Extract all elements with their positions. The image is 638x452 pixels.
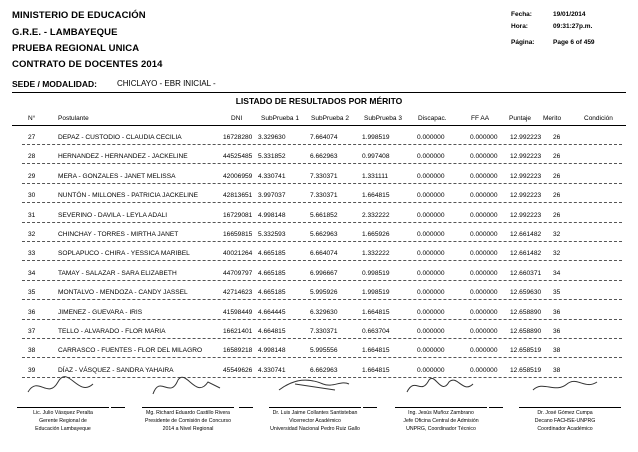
cell-num: 38 xyxy=(28,347,36,355)
cell-sub2: 7.330371 xyxy=(310,328,338,335)
signature-caption xyxy=(253,409,377,433)
cell-sub2: 5.662963 xyxy=(310,231,338,238)
cell-num: 39 xyxy=(28,366,36,374)
cell-sub1: 5.332593 xyxy=(258,231,286,238)
cell-dni: 16621401 xyxy=(223,328,253,335)
col-postulante: Postulante xyxy=(58,115,89,122)
cell-dni: 42714623 xyxy=(223,289,253,297)
cell-puntaje: 12.658890 xyxy=(510,308,542,316)
cell-dni: 16589218 xyxy=(223,347,253,355)
handwritten-signature xyxy=(275,370,355,402)
pagina-label: Página: xyxy=(511,39,535,46)
cell-ffaa: 0.000000 xyxy=(470,250,498,258)
cell-postulante: MERA - GONZALES - JANET MELISSA xyxy=(58,172,176,180)
table-row xyxy=(0,192,638,206)
cell-merito: 26 xyxy=(553,211,561,219)
col-discapac: Discapac. xyxy=(418,115,447,122)
cell-puntaje: 12.992223 xyxy=(510,172,542,180)
pagina-value: Page 6 of 459 xyxy=(553,39,595,46)
row-divider xyxy=(22,144,622,145)
cell-ffaa: 0.000000 xyxy=(470,153,498,161)
cell-ffaa: 0.000000 xyxy=(470,366,498,374)
cell-discapac: 0.000000 xyxy=(417,366,445,374)
table-row xyxy=(0,134,638,148)
list-title: LISTADO DE RESULTADOS POR MÉRITO xyxy=(235,96,403,106)
signature-l1: Mg. Richard Eduardo Castillo Rivera xyxy=(146,410,230,416)
row-divider xyxy=(22,299,622,300)
signature-l1: Lic. Julio Vásquez Peralta xyxy=(33,410,93,416)
cell-sub2: 6.329630 xyxy=(310,308,338,316)
signature-line xyxy=(142,407,234,408)
row-divider xyxy=(22,202,622,203)
cell-ffaa: 0.000000 xyxy=(470,231,498,238)
cell-sub1: 5.331852 xyxy=(258,153,286,161)
cell-sub2: 6.662963 xyxy=(310,153,338,161)
table-row xyxy=(0,173,638,187)
cell-puntaje: 12.659630 xyxy=(510,289,542,297)
cell-dni: 41598449 xyxy=(223,308,253,316)
cell-postulante: SEVERINO - DAVILA - LEYLA ADALI xyxy=(58,211,168,219)
divider-header xyxy=(12,125,626,126)
cell-discapac: 0.000000 xyxy=(417,172,445,180)
cell-postulante: DÍAZ - VÁSQUEZ - SANDRA YAHAIRA xyxy=(58,366,174,374)
cell-puntaje: 12.658890 xyxy=(510,328,542,335)
cell-sub3: 1.664815 xyxy=(362,347,390,355)
cell-dni: 40021264 xyxy=(223,250,253,258)
cell-sub1: 4.998148 xyxy=(258,211,286,219)
cell-sub3: 1.332222 xyxy=(362,250,390,258)
signature-l1: Ing. Jesús Muñoz Zambrano xyxy=(408,410,474,416)
col-condicion: Condición xyxy=(584,115,613,122)
cell-discapac: 0.000000 xyxy=(417,308,445,316)
handwritten-signature xyxy=(401,370,481,402)
cell-postulante: HERNANDEZ - HERNANDEZ - JACKELINE xyxy=(58,153,188,161)
cell-discapac: 0.000000 xyxy=(417,231,445,238)
col-merito: Merito xyxy=(543,115,562,122)
row-divider xyxy=(22,280,622,281)
cell-discapac: 0.000000 xyxy=(417,134,445,141)
cell-puntaje: 12.658519 xyxy=(510,347,542,355)
cell-postulante: MONTALVO - MENDOZA - CANDY JASSEL xyxy=(58,289,188,297)
row-divider xyxy=(22,163,622,164)
cell-discapac: 0.000000 xyxy=(417,328,445,335)
table-row xyxy=(0,309,638,323)
signature-caption xyxy=(126,409,250,433)
cell-sub3: 1.664815 xyxy=(362,192,390,200)
cell-discapac: 0.000000 xyxy=(417,211,445,219)
signature-l1: Dr. Luis Jaime Collantes Santisteban xyxy=(272,410,358,416)
cell-sub3: 0.663704 xyxy=(362,328,390,335)
cell-discapac: 0.000000 xyxy=(417,153,445,161)
cell-merito: 38 xyxy=(553,347,561,355)
cell-sub2: 6.662963 xyxy=(310,366,338,374)
cell-sub3: 0.998519 xyxy=(362,269,390,277)
table-row xyxy=(0,328,638,342)
signature-caption xyxy=(1,409,125,433)
cell-sub3: 2.332222 xyxy=(362,211,390,219)
cell-num: 33 xyxy=(28,250,36,258)
header-contrato: CONTRATO DE DOCENTES 2014 xyxy=(12,59,163,70)
cell-postulante: SOPLAPUCO - CHIRA - YESSICA MARIBEL xyxy=(58,250,190,258)
cell-ffaa: 0.000000 xyxy=(470,269,498,277)
signature-l3: Universidad Nacional Pedro Ruiz Gallo xyxy=(270,426,360,432)
cell-dni: 16728280 xyxy=(223,134,253,141)
signature-l2: Jefe Oficina Central de Admisión xyxy=(403,418,479,424)
row-divider xyxy=(22,338,622,339)
cell-sub2: 5.995556 xyxy=(310,347,338,355)
cell-puntaje: 12.992223 xyxy=(510,211,542,219)
cell-ffaa: 0.000000 xyxy=(470,134,498,141)
cell-sub1: 4.998148 xyxy=(258,347,286,355)
cell-num: 30 xyxy=(28,192,36,200)
signature-line-separator xyxy=(239,407,253,408)
cell-puntaje: 12.660371 xyxy=(510,269,542,277)
cell-merito: 36 xyxy=(553,328,561,335)
cell-dni: 42813651 xyxy=(223,192,253,200)
cell-sub2: 5.995926 xyxy=(310,289,338,297)
cell-discapac: 0.000000 xyxy=(417,347,445,355)
cell-puntaje: 12.992223 xyxy=(510,134,542,141)
header-prueba: PRUEBA REGIONAL UNICA xyxy=(12,43,140,54)
cell-sub3: 1.664815 xyxy=(362,366,390,374)
cell-num: 27 xyxy=(28,134,36,141)
col-dni: DNI xyxy=(231,115,243,122)
cell-sub2: 6.996667 xyxy=(310,269,338,277)
cell-ffaa: 0.000000 xyxy=(470,289,498,297)
cell-num: 31 xyxy=(28,211,36,219)
signature-line-separator xyxy=(607,407,621,408)
cell-num: 34 xyxy=(28,269,36,277)
cell-postulante: CHINCHAY - TORRES - MIRTHA JANET xyxy=(58,231,179,238)
cell-merito: 35 xyxy=(553,289,561,297)
cell-merito: 38 xyxy=(553,366,561,374)
signature-line-separator xyxy=(489,407,503,408)
cell-merito: 36 xyxy=(553,308,561,316)
signature-l3: Coordinador Académico xyxy=(537,426,593,432)
handwritten-signature xyxy=(525,370,605,402)
cell-postulante: CARRASCO - FUENTES - FLOR DEL MILAGRO xyxy=(58,347,203,355)
cell-merito: 26 xyxy=(553,192,561,200)
cell-postulante: TAMAY - SALAZAR - SARA ELIZABETH xyxy=(58,269,177,277)
signature-l1: Dr. José Gómez Cumpa xyxy=(537,410,593,416)
signature-l2: Vicerrector Académico xyxy=(289,418,341,424)
hora-value: 09:31:27p.m. xyxy=(553,23,593,30)
cell-sub3: 1.998519 xyxy=(362,134,390,141)
cell-num: 29 xyxy=(28,172,36,180)
signature-l2: Presidente de Comisión de Concurso xyxy=(145,418,231,424)
col-sub2: SubPrueba 2 xyxy=(311,115,349,122)
cell-postulante: TELLO - ALVARADO - FLOR MARIA xyxy=(58,328,166,335)
cell-puntaje: 12.992223 xyxy=(510,153,542,161)
cell-puntaje: 12.661482 xyxy=(510,231,542,238)
cell-sub1: 4.665185 xyxy=(258,269,286,277)
cell-sub1: 4.665185 xyxy=(258,289,286,297)
col-sub3: SubPrueba 3 xyxy=(364,115,402,122)
fecha-label: Fecha: xyxy=(511,11,532,18)
cell-sub2: 7.664074 xyxy=(310,134,338,141)
signature-line-separator xyxy=(111,407,125,408)
cell-ffaa: 0.000000 xyxy=(470,308,498,316)
cell-num: 35 xyxy=(28,289,36,297)
cell-postulante: NUNTÓN - MILLONES - PATRICIA JACKELINE xyxy=(58,192,199,200)
cell-sub3: 1.664815 xyxy=(362,308,390,316)
cell-sub2: 7.330371 xyxy=(310,192,338,200)
cell-ffaa: 0.000000 xyxy=(470,172,498,180)
cell-ffaa: 0.000000 xyxy=(470,347,498,355)
cell-sub2: 7.330371 xyxy=(310,172,338,180)
table-row xyxy=(0,270,638,284)
row-divider xyxy=(22,183,622,184)
cell-num: 32 xyxy=(28,231,36,238)
cell-sub1: 4.330741 xyxy=(258,366,286,374)
row-divider xyxy=(22,241,622,242)
cell-num: 36 xyxy=(28,308,36,316)
row-divider xyxy=(22,357,622,358)
signature-l3: UNPRG, Coordinador Técnico xyxy=(406,426,476,432)
cell-sub3: 1.331111 xyxy=(362,172,389,180)
row-divider xyxy=(22,319,622,320)
sede-label: SEDE / MODALIDAD: xyxy=(12,79,97,89)
signature-l2: Gerente Regional de xyxy=(39,418,87,424)
table-row xyxy=(0,212,638,226)
col-sub1: SubPrueba 1 xyxy=(261,115,299,122)
signature-caption xyxy=(379,409,503,433)
cell-ffaa: 0.000000 xyxy=(470,211,498,219)
table-row xyxy=(0,347,638,361)
cell-dni: 16729081 xyxy=(223,211,253,219)
handwritten-signature xyxy=(148,370,228,402)
cell-postulante: DEPAZ - CUSTODIO - CLAUDIA CECILIA xyxy=(58,134,182,141)
signature-line xyxy=(17,407,109,408)
signature-line xyxy=(269,407,361,408)
cell-puntaje: 12.992223 xyxy=(510,192,542,200)
cell-discapac: 0.000000 xyxy=(417,192,445,200)
row-divider xyxy=(22,222,622,223)
cell-sub3: 1.665926 xyxy=(362,231,390,238)
signature-line xyxy=(519,407,611,408)
signature-l3: Educación Lambayeque xyxy=(35,426,91,432)
cell-merito: 34 xyxy=(553,269,561,277)
signature-line-separator xyxy=(363,407,377,408)
cell-merito: 32 xyxy=(553,231,561,238)
sede-value: CHICLAYO - EBR INICIAL - xyxy=(117,79,216,88)
cell-sub3: 0.997408 xyxy=(362,153,390,161)
cell-sub1: 4.664445 xyxy=(258,308,286,316)
col-puntaje: Puntaje xyxy=(509,115,532,122)
cell-dni: 44525485 xyxy=(223,153,253,161)
row-divider xyxy=(22,260,622,261)
cell-sub2: 6.664074 xyxy=(310,250,338,258)
cell-puntaje: 12.658519 xyxy=(510,366,542,374)
cell-sub2: 5.661852 xyxy=(310,211,338,219)
signature-l2: Decano FACHSE-UNPRG xyxy=(534,418,596,424)
cell-dni: 42006959 xyxy=(223,172,253,180)
cell-discapac: 0.000000 xyxy=(417,289,445,297)
signature-line xyxy=(395,407,487,408)
cell-merito: 26 xyxy=(553,134,561,141)
signature-caption xyxy=(503,409,627,433)
header-gre: G.R.E. - LAMBAYEQUE xyxy=(12,27,118,38)
cell-postulante: JIMENEZ - GUEVARA - IRIS xyxy=(58,308,143,316)
cell-sub1: 3.329630 xyxy=(258,134,286,141)
cell-num: 37 xyxy=(28,328,36,335)
handwritten-signature xyxy=(23,370,103,402)
cell-merito: 32 xyxy=(553,250,561,258)
cell-merito: 26 xyxy=(553,172,561,180)
divider-top xyxy=(12,92,626,93)
table-row xyxy=(0,231,638,245)
cell-discapac: 0.000000 xyxy=(417,269,445,277)
table-row xyxy=(0,289,638,303)
header-ministry: MINISTERIO DE EDUCACIÓN xyxy=(12,10,146,21)
cell-sub3: 1.998519 xyxy=(362,289,390,297)
signature-l3: 2014 a Nivel Regional xyxy=(162,426,214,432)
fecha-value: 19/01/2014 xyxy=(553,11,586,18)
cell-num: 28 xyxy=(28,153,36,161)
cell-sub1: 3.997037 xyxy=(258,192,286,200)
cell-ffaa: 0.000000 xyxy=(470,328,498,335)
cell-ffaa: 0.000000 xyxy=(470,192,498,200)
cell-sub1: 4.664815 xyxy=(258,328,286,335)
cell-dni: 45549626 xyxy=(223,366,253,374)
cell-puntaje: 12.661482 xyxy=(510,250,542,258)
table-row xyxy=(0,250,638,264)
col-num: N° xyxy=(28,115,36,122)
cell-dni: 44709797 xyxy=(223,269,253,277)
cell-sub1: 4.665185 xyxy=(258,250,286,258)
cell-merito: 26 xyxy=(553,153,561,161)
cell-discapac: 0.000000 xyxy=(417,250,445,258)
col-ffaa: FF AA xyxy=(471,115,490,122)
hora-label: Hora: xyxy=(511,23,528,30)
cell-dni: 16659815 xyxy=(223,231,253,238)
cell-sub1: 4.330741 xyxy=(258,172,286,180)
table-row xyxy=(0,153,638,167)
